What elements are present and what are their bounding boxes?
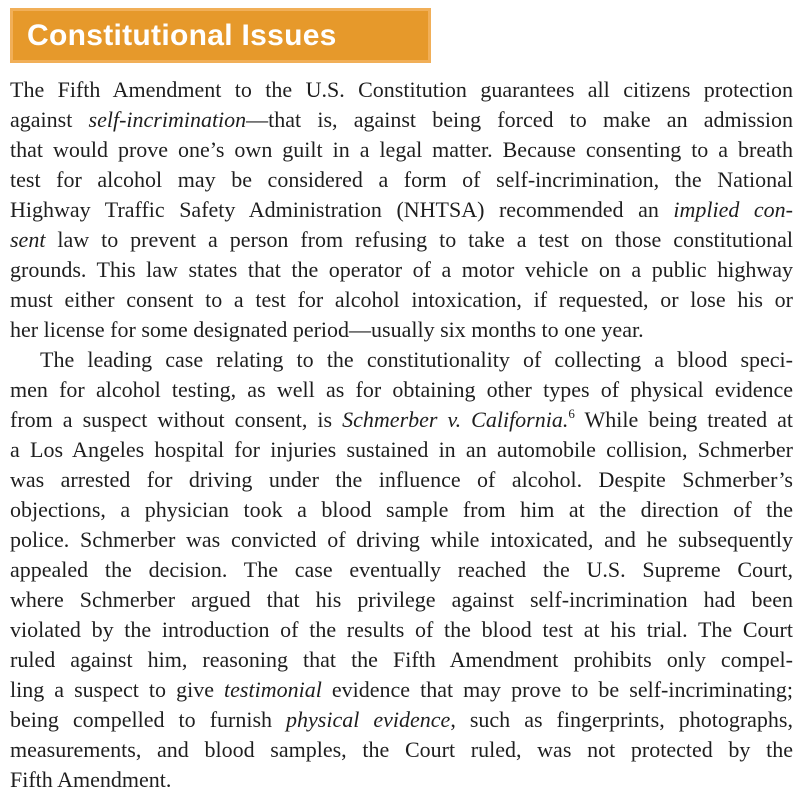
text-line [10, 765, 793, 795]
body-text: was arrested for driving under the influence of alcohol. Despite Schmerber’s [10, 467, 793, 492]
body-text: ruled against him, reasoning that the Fifth Amendment prohibits only compel- [10, 647, 793, 672]
body-text: measurements, and blood samples, the Court ruled, was not protected by the [10, 737, 793, 762]
body-text: from a suspect without consent, is [10, 407, 343, 432]
section-header-bar [10, 8, 431, 63]
text-line [10, 495, 793, 525]
text-line [10, 105, 793, 135]
body-text: being compelled to furnish [10, 707, 287, 732]
text-line [10, 615, 793, 645]
italic-text: implied con- [673, 197, 793, 222]
text-line [10, 195, 793, 225]
text-line [10, 705, 793, 735]
body-text: Highway Traffic Safety Administration (NHTSA) recommended an [10, 197, 674, 222]
paragraph-2 [10, 345, 793, 795]
body-text: that would prove one’s own guilt in a legal matter. Because consenting to a breath [10, 137, 793, 162]
body-text: grounds. This law states that the operator of a motor vehicle on a public highway [10, 257, 793, 282]
text-line [10, 555, 793, 585]
text-line [10, 405, 793, 435]
body-text: her license for some designated period—usually six months to one year. [10, 317, 644, 342]
body-text: evidence that may prove to be self-incriminating; [321, 677, 793, 702]
body-text: violated by the introduction of the results of the blood test at his trial. The Court [10, 617, 793, 642]
text-line [10, 165, 793, 195]
body-text: , such as fingerprints, photographs, [450, 707, 793, 732]
text-line [10, 645, 793, 675]
italic-text: sent [10, 227, 46, 252]
body-text: a Los Angeles hospital for injuries sustained in an automobile collision, Schmerber [10, 437, 793, 462]
body-text: While being treated at [574, 407, 793, 432]
body-text: against [10, 107, 89, 132]
text-line [10, 465, 793, 495]
italic-text: Schmerber v. California. [342, 407, 569, 432]
text-line [10, 225, 793, 255]
text-line [10, 315, 793, 345]
text-line [10, 375, 793, 405]
body-text: Fifth Amendment. [10, 767, 172, 792]
text-line [10, 675, 793, 705]
body-text: where Schmerber argued that his privilege against self-incrimination had been [10, 587, 793, 612]
paragraph-1 [10, 75, 793, 345]
body-text: police. Schmerber was convicted of driving while intoxicated, and he subsequently [10, 527, 793, 552]
body-text: The Fifth Amendment to the U.S. Constitution guarantees all citizens protection [10, 77, 793, 102]
body-text: must either consent to a test for alcohol intoxication, if requested, or lose his or [10, 287, 793, 312]
text-line [10, 255, 793, 285]
body-text: test for alcohol may be considered a form of self-incrimination, the National [10, 167, 793, 192]
body-text: appealed the decision. The case eventually reached the U.S. Supreme Court, [10, 557, 793, 582]
body-text: —that is, against being forced to make an admission [246, 107, 793, 132]
footnote-reference: 6 [568, 406, 575, 421]
body-text: men for alcohol testing, as well as for obtaining other types of physical evidence [10, 377, 793, 402]
text-block [10, 75, 793, 795]
text-line [10, 735, 793, 765]
body-text: objections, a physician took a blood sample from him at the direction of the [10, 497, 793, 522]
body-text: The leading case relating to the constitutionality of collecting a blood speci- [40, 347, 793, 372]
body-text: law to prevent a person from refusing to take a test on those constitutional [45, 227, 793, 252]
italic-text: testimonial [224, 677, 322, 702]
text-line [10, 585, 793, 615]
section-title: Constitutional Issues [27, 18, 337, 52]
italic-text: physical evidence [286, 707, 451, 732]
text-line [10, 525, 793, 555]
italic-text: self-incrimination [88, 107, 247, 132]
body-text: ling a suspect to give [10, 677, 225, 702]
text-line [10, 345, 793, 375]
text-line [10, 75, 793, 105]
text-line [10, 285, 793, 315]
text-line [10, 435, 793, 465]
text-line [10, 135, 793, 165]
